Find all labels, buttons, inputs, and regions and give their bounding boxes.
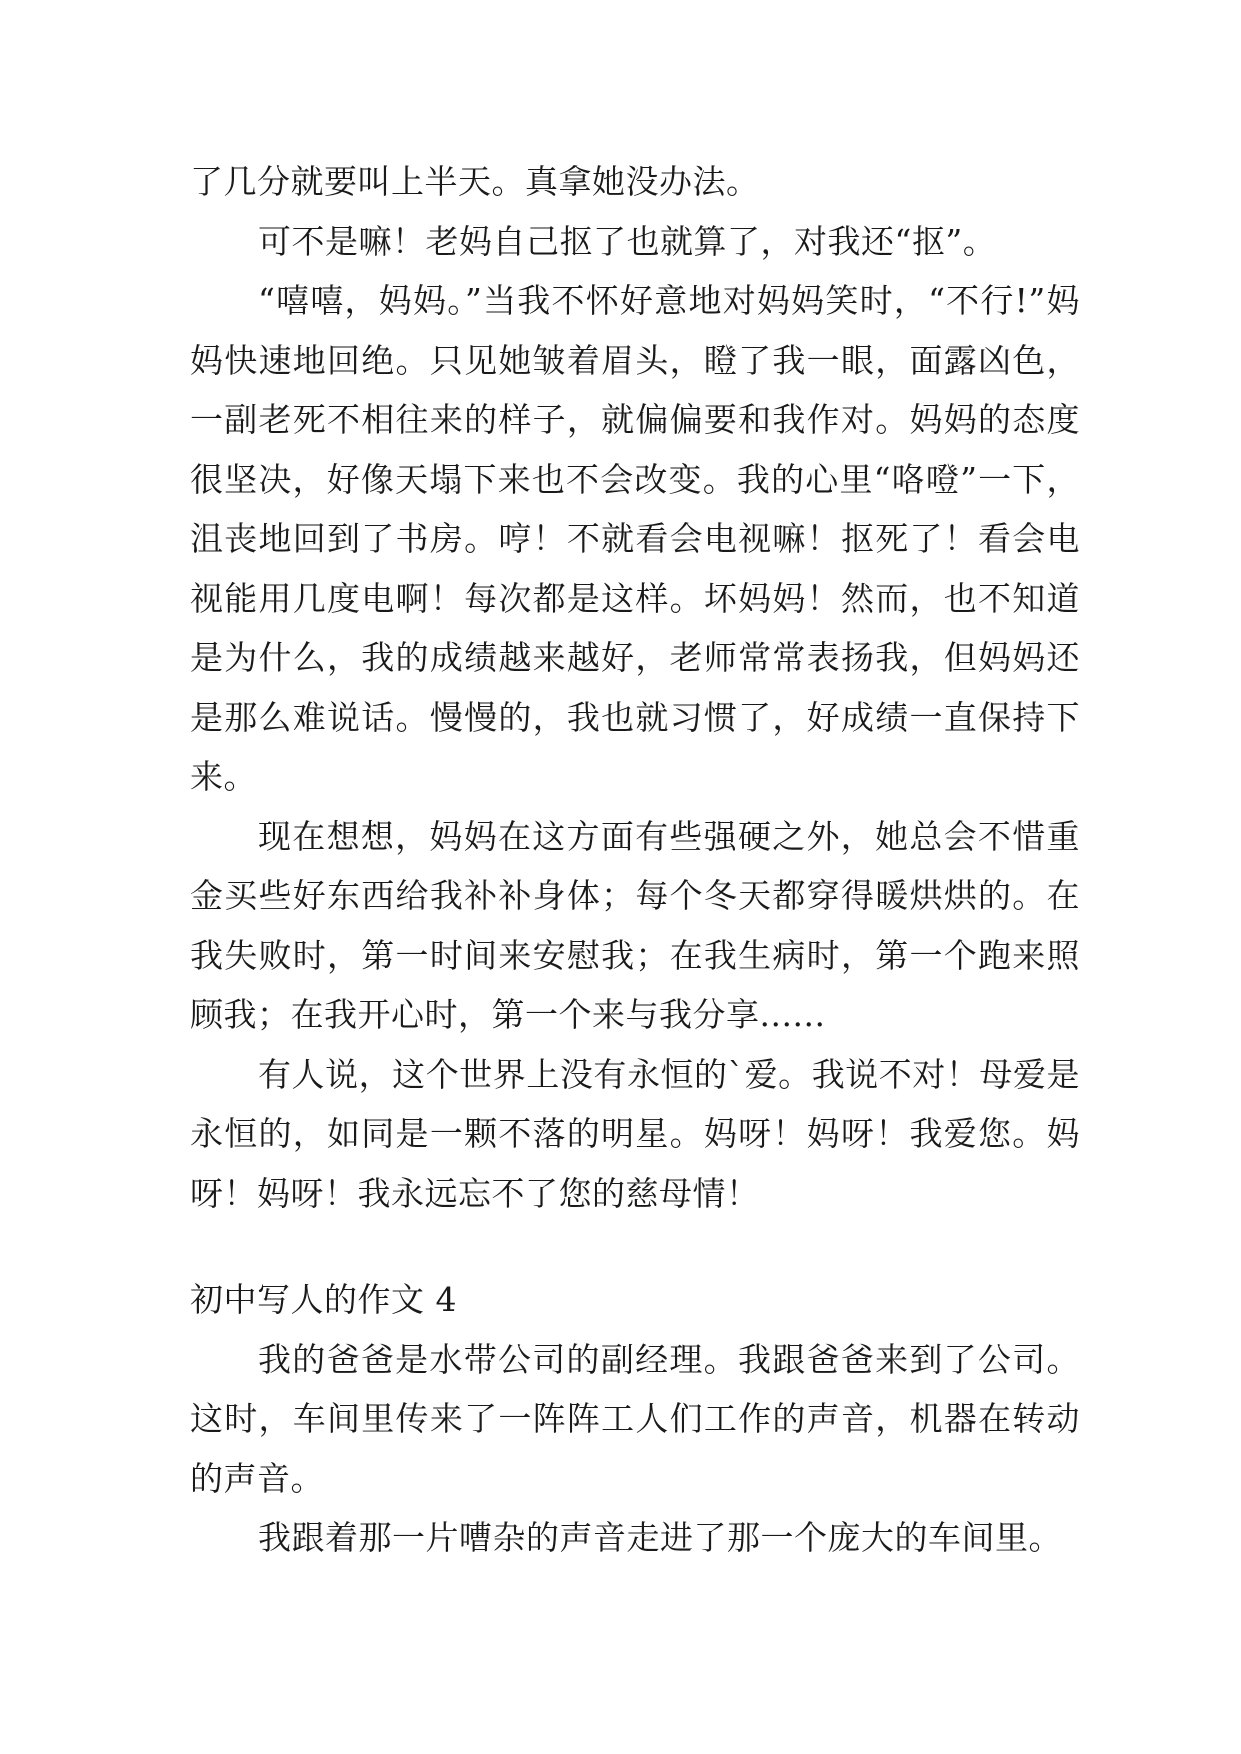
paragraph-6: 我的爸爸是水带公司的副经理。我跟爸爸来到了公司。这时，车间里传来了一阵阵工人们工作的声音，机器在转动的声音。 (190, 1339, 1080, 1498)
section-spacer (190, 1223, 1080, 1270)
section-heading: 初中写人的作文 4 (190, 1280, 457, 1319)
document-body (190, 152, 1080, 1568)
paragraph-2: 可不是嘛！老妈自己抠了也就算了，对我还“抠”。 (258, 221, 997, 261)
paragraph-4: 现在想想，妈妈在这方面有些强硬之外，她总会不惜重金买些好东西给我补补身体；每个冬天都穿得暖烘烘的。在我失败时，第一时间来安慰我；在我生病时，第一个跑来照顾我；在我开心时，第一个来与我分享...... (190, 816, 1080, 1034)
paragraph-3: “嘻嘻，妈妈。”当我不怀好意地对妈妈笑时，“不行!”妈妈快速地回绝。只见她皱着眉头，瞪了我一眼，面露凶色，一副老死不相往来的样子，就偏偏要和我作对。妈妈的态度很坚决，好像天塌下来也不会改变。我的心里“咯噔”一下，沮丧地回到了书房。哼！不就看会电视嘛！抠死了！看会电视能用几度电啊！每次都是这样。坏妈妈！然而，也不知道是为什么，我的成绩越来越好，老师常常表扬我，但妈妈还是那么难说话。慢慢的，我也就习惯了，好成绩一直保持下来。 (190, 281, 1080, 796)
paragraph-7: 我跟着那一片嘈杂的声音走进了那一个庞大的车间里。 (258, 1518, 1062, 1557)
paragraph-1: 了几分就要叫上半天。真拿她没办法。 (190, 162, 760, 201)
paragraph-5: 有人说，这个世界上没有永恒的`爱。我说不对！母爱是永恒的，如同是一颗不落的明星。妈呀！妈呀！我爱您。妈呀！妈呀！我永远忘不了您的慈母情！ (190, 1054, 1080, 1213)
